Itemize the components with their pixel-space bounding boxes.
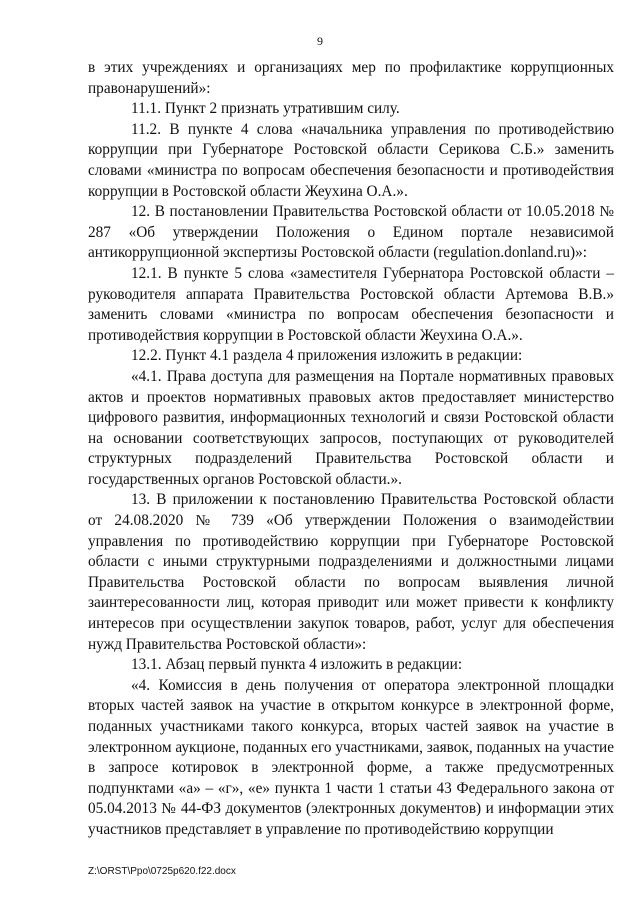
paragraph: 13.1. Абзац первый пункта 4 изложить в редакции:: [131, 656, 463, 674]
paragraph: «4. Комиссия в день получения от оператора электронной площадки вторых частей заявок на участие в открытом конкурсе в электронной форме, поданных участниками такого конкурса, вторых частей заявок на участие в электронном аукционе, поданных его участниками, заявок, поданных на участие в запросе котировок в электронной форме, а также предусмотренных подпунктами «а» – «г», «е» пункта 1 части 1 статьи 43 Федерального закона от 05.04.2013 № 44-ФЗ документов (электронных документов) и информации этих участников представляет в управление по противодействию коррупции: [88, 676, 614, 838]
paragraph: 13. В приложении к постановлению Правительства Ростовской области от 24.08.2020 № 739 «Об утверждении Положения о взаимодействии управления по противодействию коррупции при Губернаторе Ростовской области с иными структурными подразделениями и должностными лицами Правительства Ростовской области по вопросам выявления личной заинтересованности лиц, которая приводит или может привести к конфликту интересов при осуществлении закупок товаров, работ, услуг для обеспечения нужд Правительства Ростовской области»:: [88, 491, 614, 653]
page-number: 9: [317, 34, 323, 48]
paragraph: в этих учреждениях и организациях мер по профилактике коррупционных правонарушений»:: [88, 59, 614, 97]
paragraph: 12. В постановлении Правительства Ростовской области от 10.05.2018 № 287 «Об утверждении Положения о Едином портале независимой антикоррупционной экспертизы Ростовской области (regulation.donland.ru)»:: [88, 203, 614, 262]
paragraph: 12.1. В пункте 5 слова «заместителя Губернатора Ростовской области – руководителя аппарата Правительства Ростовской области Артемова В.В.» заменить словами «министра по вопросам обеспечения безопасности и противодействия коррупции в Ростовской области Жеухина О.А.».: [88, 264, 614, 344]
paragraph: 11.2. В пункте 4 слова «начальника управления по противодействию коррупции при Губернаторе Ростовской области Серикова С.Б.» заменить словами «министра по вопросам обеспечения безопасности и противодействия коррупции в Ростовской области Жеухина О.А.».: [88, 120, 614, 200]
paragraph: 11.1. Пункт 2 признать утратившим силу.: [131, 100, 400, 118]
paragraph: «4.1. Права доступа для размещения на Портале нормативных правовых актов и проектов нормативных правовых актов предоставляет министерство цифрового развития, информационных технологий и связи Ростовской области на основании соответствующих запросов, поступающих от руководителей структурных подразделений Правительства Ростовской области и государственных органов Ростовской области.».: [88, 367, 614, 488]
file-path-footer: Z:\ORST\Ppo\0725p620.f22.docx: [88, 866, 236, 877]
paragraph: 12.2. Пункт 4.1 раздела 4 приложения изложить в редакции:: [131, 347, 523, 365]
document-body: [88, 58, 614, 841]
